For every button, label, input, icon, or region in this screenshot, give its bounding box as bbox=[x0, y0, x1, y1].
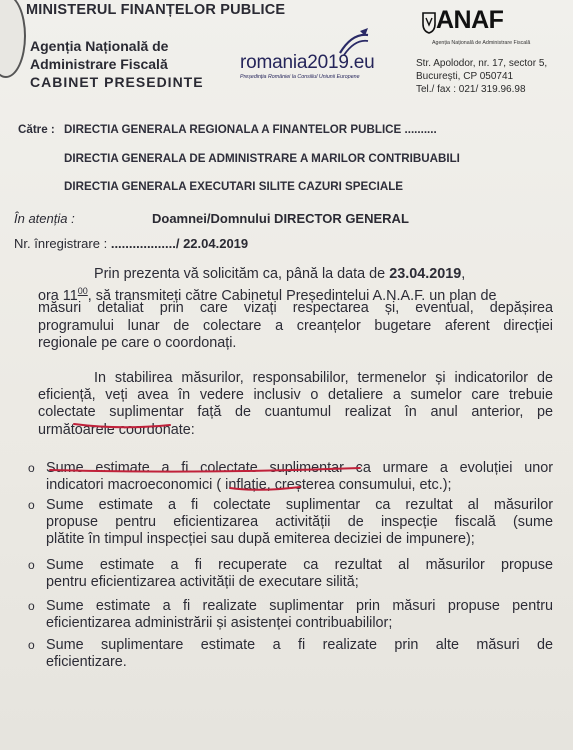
bullet-marker: o bbox=[28, 498, 35, 512]
bullet-marker: o bbox=[28, 461, 35, 475]
list-item-line: Sume estimate a fi colectate suplimentar ca rezultat al măsurilor bbox=[46, 497, 553, 513]
registration-dots: .................. bbox=[110, 236, 176, 251]
bullet-marker: o bbox=[28, 599, 35, 613]
list-item-line: eficientizare. bbox=[46, 653, 127, 670]
contact-line: Tel./ fax : 021/ 319.96.98 bbox=[416, 84, 526, 95]
recipient-line: DIRECTIA GENERALA REGIONALA A FINANTELOR PUBLICE .......... bbox=[64, 123, 437, 136]
paragraph-line: eficiență, veți avea în vedere inclusiv o detaliere a sumelor care trebuie bbox=[38, 387, 553, 404]
agency-name-line1: Agenția Națională de bbox=[30, 38, 169, 54]
list-item-line: Sume estimate a fi realizate suplimentar prin măsuri propuse pentru bbox=[46, 598, 553, 614]
paragraph-line: programului lunar de colectare a creanțelor bugetare aferent direcției bbox=[38, 317, 553, 334]
paragraph-line: regionale pe care o coordonați. bbox=[38, 334, 237, 351]
paragraph-line: colectate suplimentar față de cuantumul realizat în anul anterior, pe bbox=[38, 404, 553, 421]
list-item-line: eficientizarea administrării și asistenței contribuabililor; bbox=[46, 614, 393, 631]
recipient-line: DIRECTIA GENERALA DE ADMINISTRARE A MARILOR CONTRIBUABILI bbox=[64, 152, 460, 165]
anaf-logo: ANAF bbox=[436, 6, 504, 34]
address-line: București, CP 050741 bbox=[416, 71, 514, 82]
cabinet-title: CABINET PRESEDINTE bbox=[30, 74, 204, 90]
deadline-date: 23.04.2019 bbox=[389, 266, 462, 282]
time-superscript: 00 bbox=[77, 286, 88, 297]
paragraph-line: măsuri detaliat prin care vizați respectarea și, eventual, depășirea bbox=[38, 300, 553, 317]
romania2019-logo: romania2019.eu bbox=[240, 52, 375, 73]
bullet-marker: o bbox=[28, 558, 35, 572]
romania2019-tagline: Președinția României la Consiliul Uniunii Europene bbox=[240, 74, 360, 80]
agency-name-line2: Administrare Fiscală bbox=[30, 56, 168, 72]
list-item-line: pentru eficientizarea activității de executare silită; bbox=[46, 573, 359, 590]
list-item-line: Sume suplimentare estimate a fi realizate prin alte măsuri de bbox=[46, 637, 553, 653]
paragraph-line: In stabilirea măsurilor, responsabililor, termenelor și indicatorilor de bbox=[94, 370, 553, 386]
list-item-line: indicatori macroeconomici ( inflație, creșterea consumului, etc.); bbox=[46, 476, 452, 493]
ministry-title: MINISTERUL FINANȚELOR PUBLICE bbox=[26, 2, 286, 18]
to-label: Către : bbox=[18, 123, 55, 136]
paragraph-line: următoarele coordonate: bbox=[38, 421, 195, 438]
list-item-line: Sume estimate a fi colectate suplimentar ca urmare a evoluției unor bbox=[46, 460, 553, 476]
address-line: Str. Apolodor, nr. 17, sector 5, bbox=[416, 58, 548, 69]
attention-label: În atenția : bbox=[14, 211, 75, 226]
list-item-line: propuse pentru eficientizarea activității de inspecție fiscală (sume bbox=[46, 513, 553, 530]
paragraph-line: ora $11^{00}$, să transmiteți către Cabinetul Președintelui A.N.A.F. un plan de bbox=[38, 286, 497, 305]
attention-value: Doamnei/Domnului DIRECTOR GENERAL bbox=[152, 211, 409, 226]
registration-date: / 22.04.2019 bbox=[175, 236, 249, 251]
bullet-marker: o bbox=[28, 638, 35, 652]
paragraph-line: Prin prezenta vă solicităm ca, până la data de 23.04.2019, bbox=[94, 266, 466, 282]
anaf-tagline: Agenția Națională de Administrare Fiscală bbox=[432, 40, 531, 46]
list-item-line: plătite în timpul inspecției sau după emiterea deciziei de impunere); bbox=[46, 530, 475, 547]
registration-label: Nr. înregistrare : bbox=[14, 236, 108, 251]
recipient-line: DIRECTIA GENERALA EXECUTARI SILITE CAZURI SPECIALE bbox=[64, 180, 404, 193]
list-item-line: Sume estimate a fi recuperate ca rezultat al măsurilor propuse bbox=[46, 557, 553, 573]
